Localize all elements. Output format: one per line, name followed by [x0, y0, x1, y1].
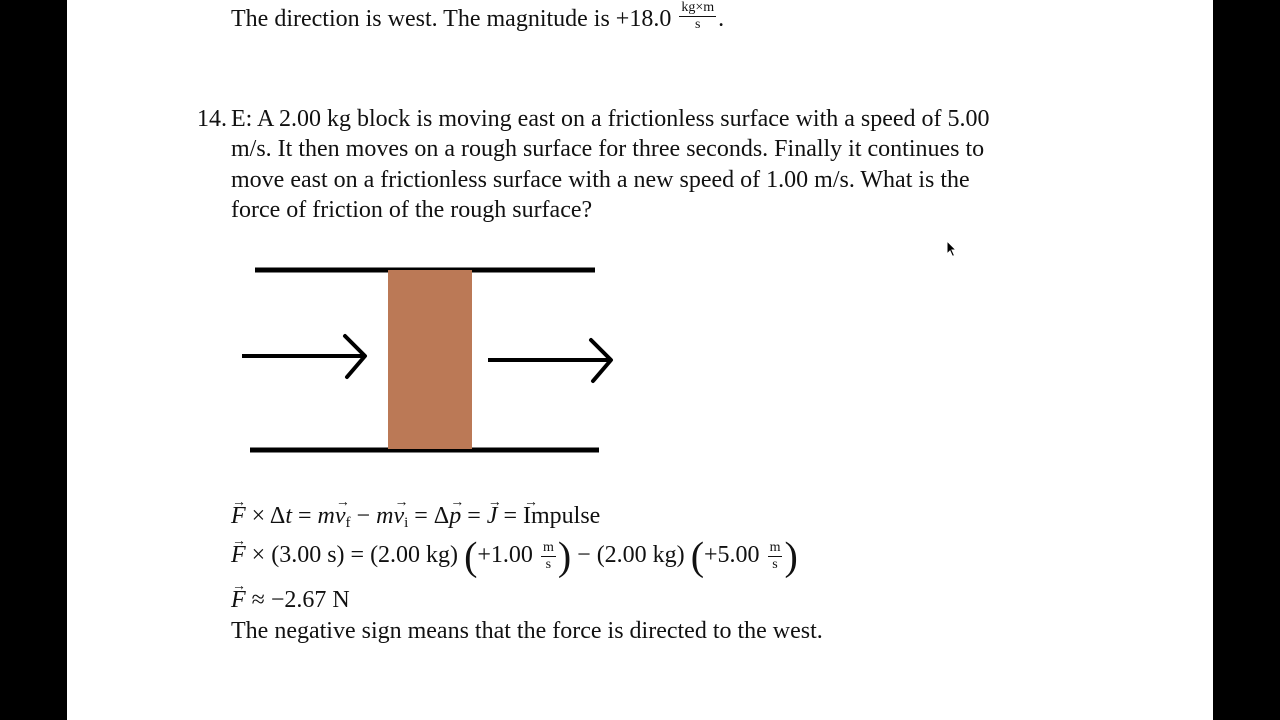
equals-delta: = Δ [408, 503, 450, 529]
force-vector: → F [231, 501, 246, 531]
equation-part-1: × (3.00 s) = (2.00 kg) [245, 542, 459, 569]
result-equation [231, 585, 350, 615]
equals-sign: = [497, 503, 523, 529]
velocity-vector: → v [393, 501, 404, 531]
minus-sign: − [350, 503, 377, 529]
fraction-numerator: kg×m [681, 0, 715, 15]
rough-surface-block [388, 270, 472, 449]
outgoing-arrow [488, 340, 611, 381]
fraction-denominator: s [545, 557, 552, 572]
momentum-vector: → p [449, 501, 461, 531]
final-subscript: f [345, 515, 351, 531]
mouse-cursor-icon [946, 240, 958, 258]
equation-part-2: − (2.00 kg) [571, 542, 685, 569]
right-paren: ) [784, 533, 798, 579]
mass-symbol: m [376, 503, 394, 529]
velocity-unit-fraction [541, 540, 556, 573]
impulse-vector: → J [487, 501, 498, 531]
problem-line-1: E: A 2.00 kg block is moving east on a frictionless surface with a speed of 5.00 [231, 106, 990, 132]
initial-velocity-value: +5.00 [704, 542, 760, 569]
velocity-unit-fraction [768, 540, 783, 573]
conclusion-text: The negative sign means that the force is directed to the west. [231, 618, 823, 644]
equals-sign: = [292, 503, 318, 529]
left-paren: ( [464, 533, 478, 579]
result-value: ≈ −2.67 N [245, 587, 350, 613]
velocity-vector: → v [335, 501, 346, 531]
force-vector: → F [231, 540, 246, 570]
problem-line-4: force of friction of the rough surface? [231, 197, 593, 223]
substitution-equation [231, 533, 798, 579]
equals-sign: = [461, 503, 487, 529]
force-vector: → F [231, 585, 246, 615]
problem-line-3: move east on a frictionless surface with a new speed of 1.00 m/s. What is the [231, 167, 970, 193]
document-page [67, 0, 1213, 720]
time-symbol: t [285, 503, 292, 529]
impulse-equation [231, 501, 600, 538]
impulse-word: → Impulse [523, 501, 600, 531]
previous-answer-text: The direction is west. The magnitude is +18.0 [231, 6, 672, 32]
sentence-end: . [718, 6, 725, 32]
right-paren: ) [557, 533, 572, 579]
problem-number: 14. [197, 106, 227, 132]
fraction-denominator: s [772, 557, 778, 572]
times-delta: × Δ [245, 503, 286, 529]
incoming-arrow [242, 336, 365, 377]
mass-symbol: m [317, 503, 335, 529]
fraction-denominator: s [695, 16, 701, 32]
fraction-numerator: m [542, 540, 554, 555]
problem-line-2: m/s. It then moves on a rough surface for three seconds. Finally it continues to [231, 136, 985, 162]
left-paren: ( [690, 533, 705, 579]
initial-subscript: i [404, 515, 409, 531]
final-velocity-value: +1.00 [477, 542, 533, 569]
fraction-numerator: m [769, 540, 781, 555]
